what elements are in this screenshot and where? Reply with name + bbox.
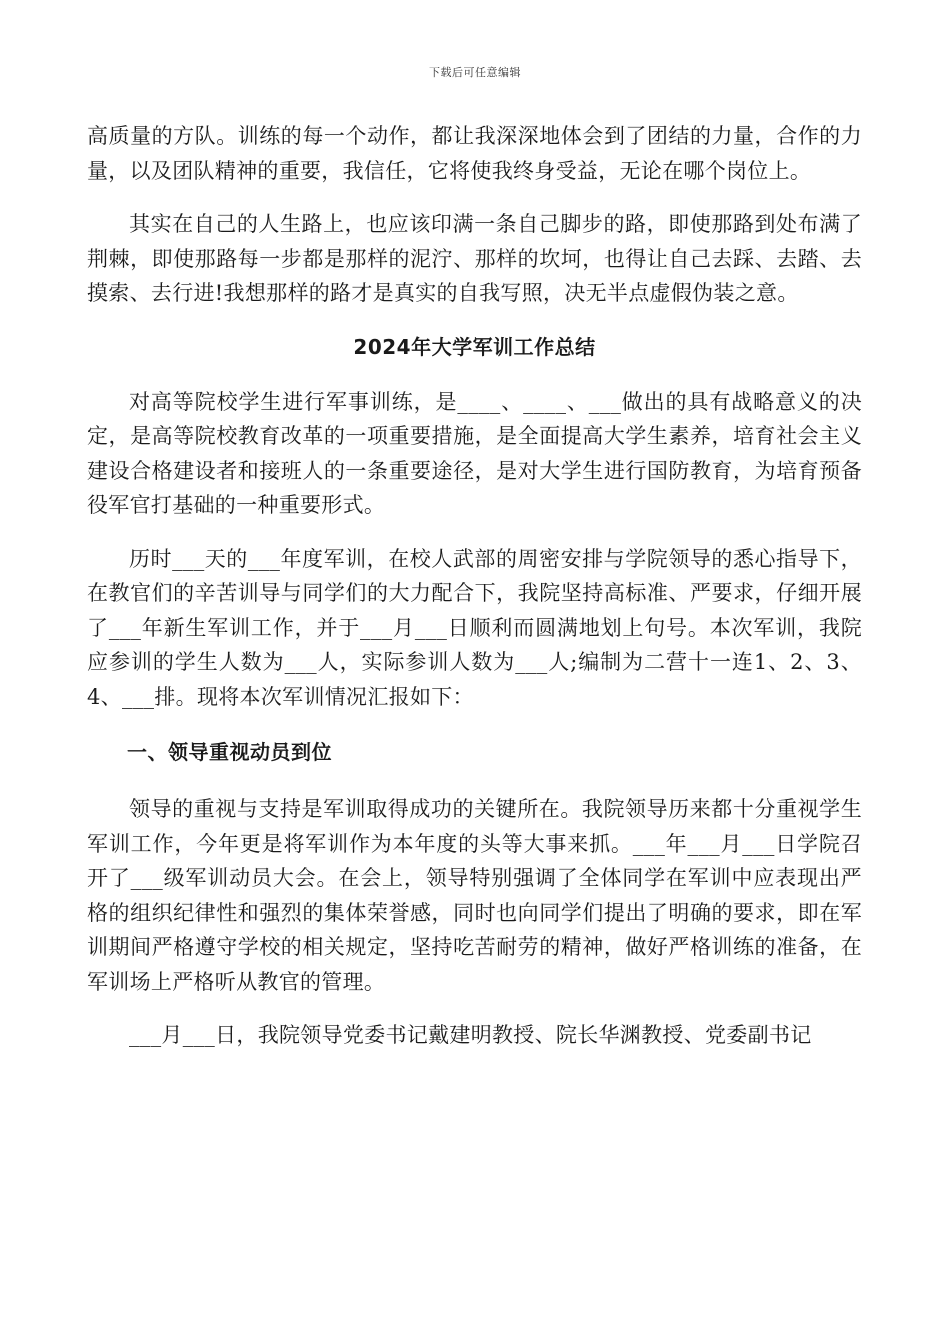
paragraph-training-overview: 历时___天的___年度军训，在校人武部的周密安排与学院领导的悉心指导下，在教官们的辛苦训导与同学们的大力配合下，我院坚持高标准、严要求，仔细开展了___年新生军训工作，并于___月___日顺利而圆满地划上句号。本次军训，我院应参训的学生人数为___人，实际参训人数为___人;编制为二营十一连1、2、3、4、___排。现将本次军训情况汇报如下：: [87, 546, 862, 709]
document-title: 2024年大学军训工作总结: [353, 334, 596, 359]
document-body: [87, 119, 862, 1072]
paragraph-leaders-visit: ___月___日，我院领导党委书记戴建明教授、院长华渊教授、党委副书记: [129, 1023, 812, 1047]
paragraph-life-road: 其实在自己的人生路上，也应该印满一条自己脚步的路，即使那路到处布满了荆棘，即使那路每一步都是那样的泥泞、那样的坎坷，也得让自己去踩、去踏、去摸索、去行进!我想那样的路才是真实的自我写照，决无半点虚假伪装之意。: [87, 212, 862, 305]
paragraph-leadership-support: 领导的重视与支持是军训取得成功的关键所在。我院领导历来都十分重视学生军训工作，今年更是将军训作为本年度的头等大事来抓。___年___月___日学院召开了___级军训动员大会。在会上，领导特别强调了全体同学在军训中应表现出严格的组织纪律性和强烈的集体荣誉感，同时也向同学们提出了明确的要求，即在军训期间严格遵守学校的相关规定，坚持吃苦耐劳的精神，做好严格训练的准备，在军训场上严格听从教官的管理。: [87, 797, 862, 994]
section-heading-leadership: 一、领导重视动员到位: [127, 740, 332, 764]
page-header-note: 下载后可任意编辑: [429, 66, 521, 79]
paragraph-continuation: 高质量的方队。训练的每一个动作，都让我深深地体会到了团结的力量，合作的力量，以及团队精神的重要，我信任，它将使我终身受益，无论在哪个岗位上。: [87, 124, 862, 183]
paragraph-military-training-intro: 对高等院校学生进行军事训练，是____、____、___做出的具有战略意义的决定，是高等院校教育改革的一项重要措施，是全面提高大学生素养，培育社会主义建设合格建设者和接班人的一条重要途径，是对大学生进行国防教育，为培育预备役军官打基础的一种重要形式。: [87, 389, 862, 517]
